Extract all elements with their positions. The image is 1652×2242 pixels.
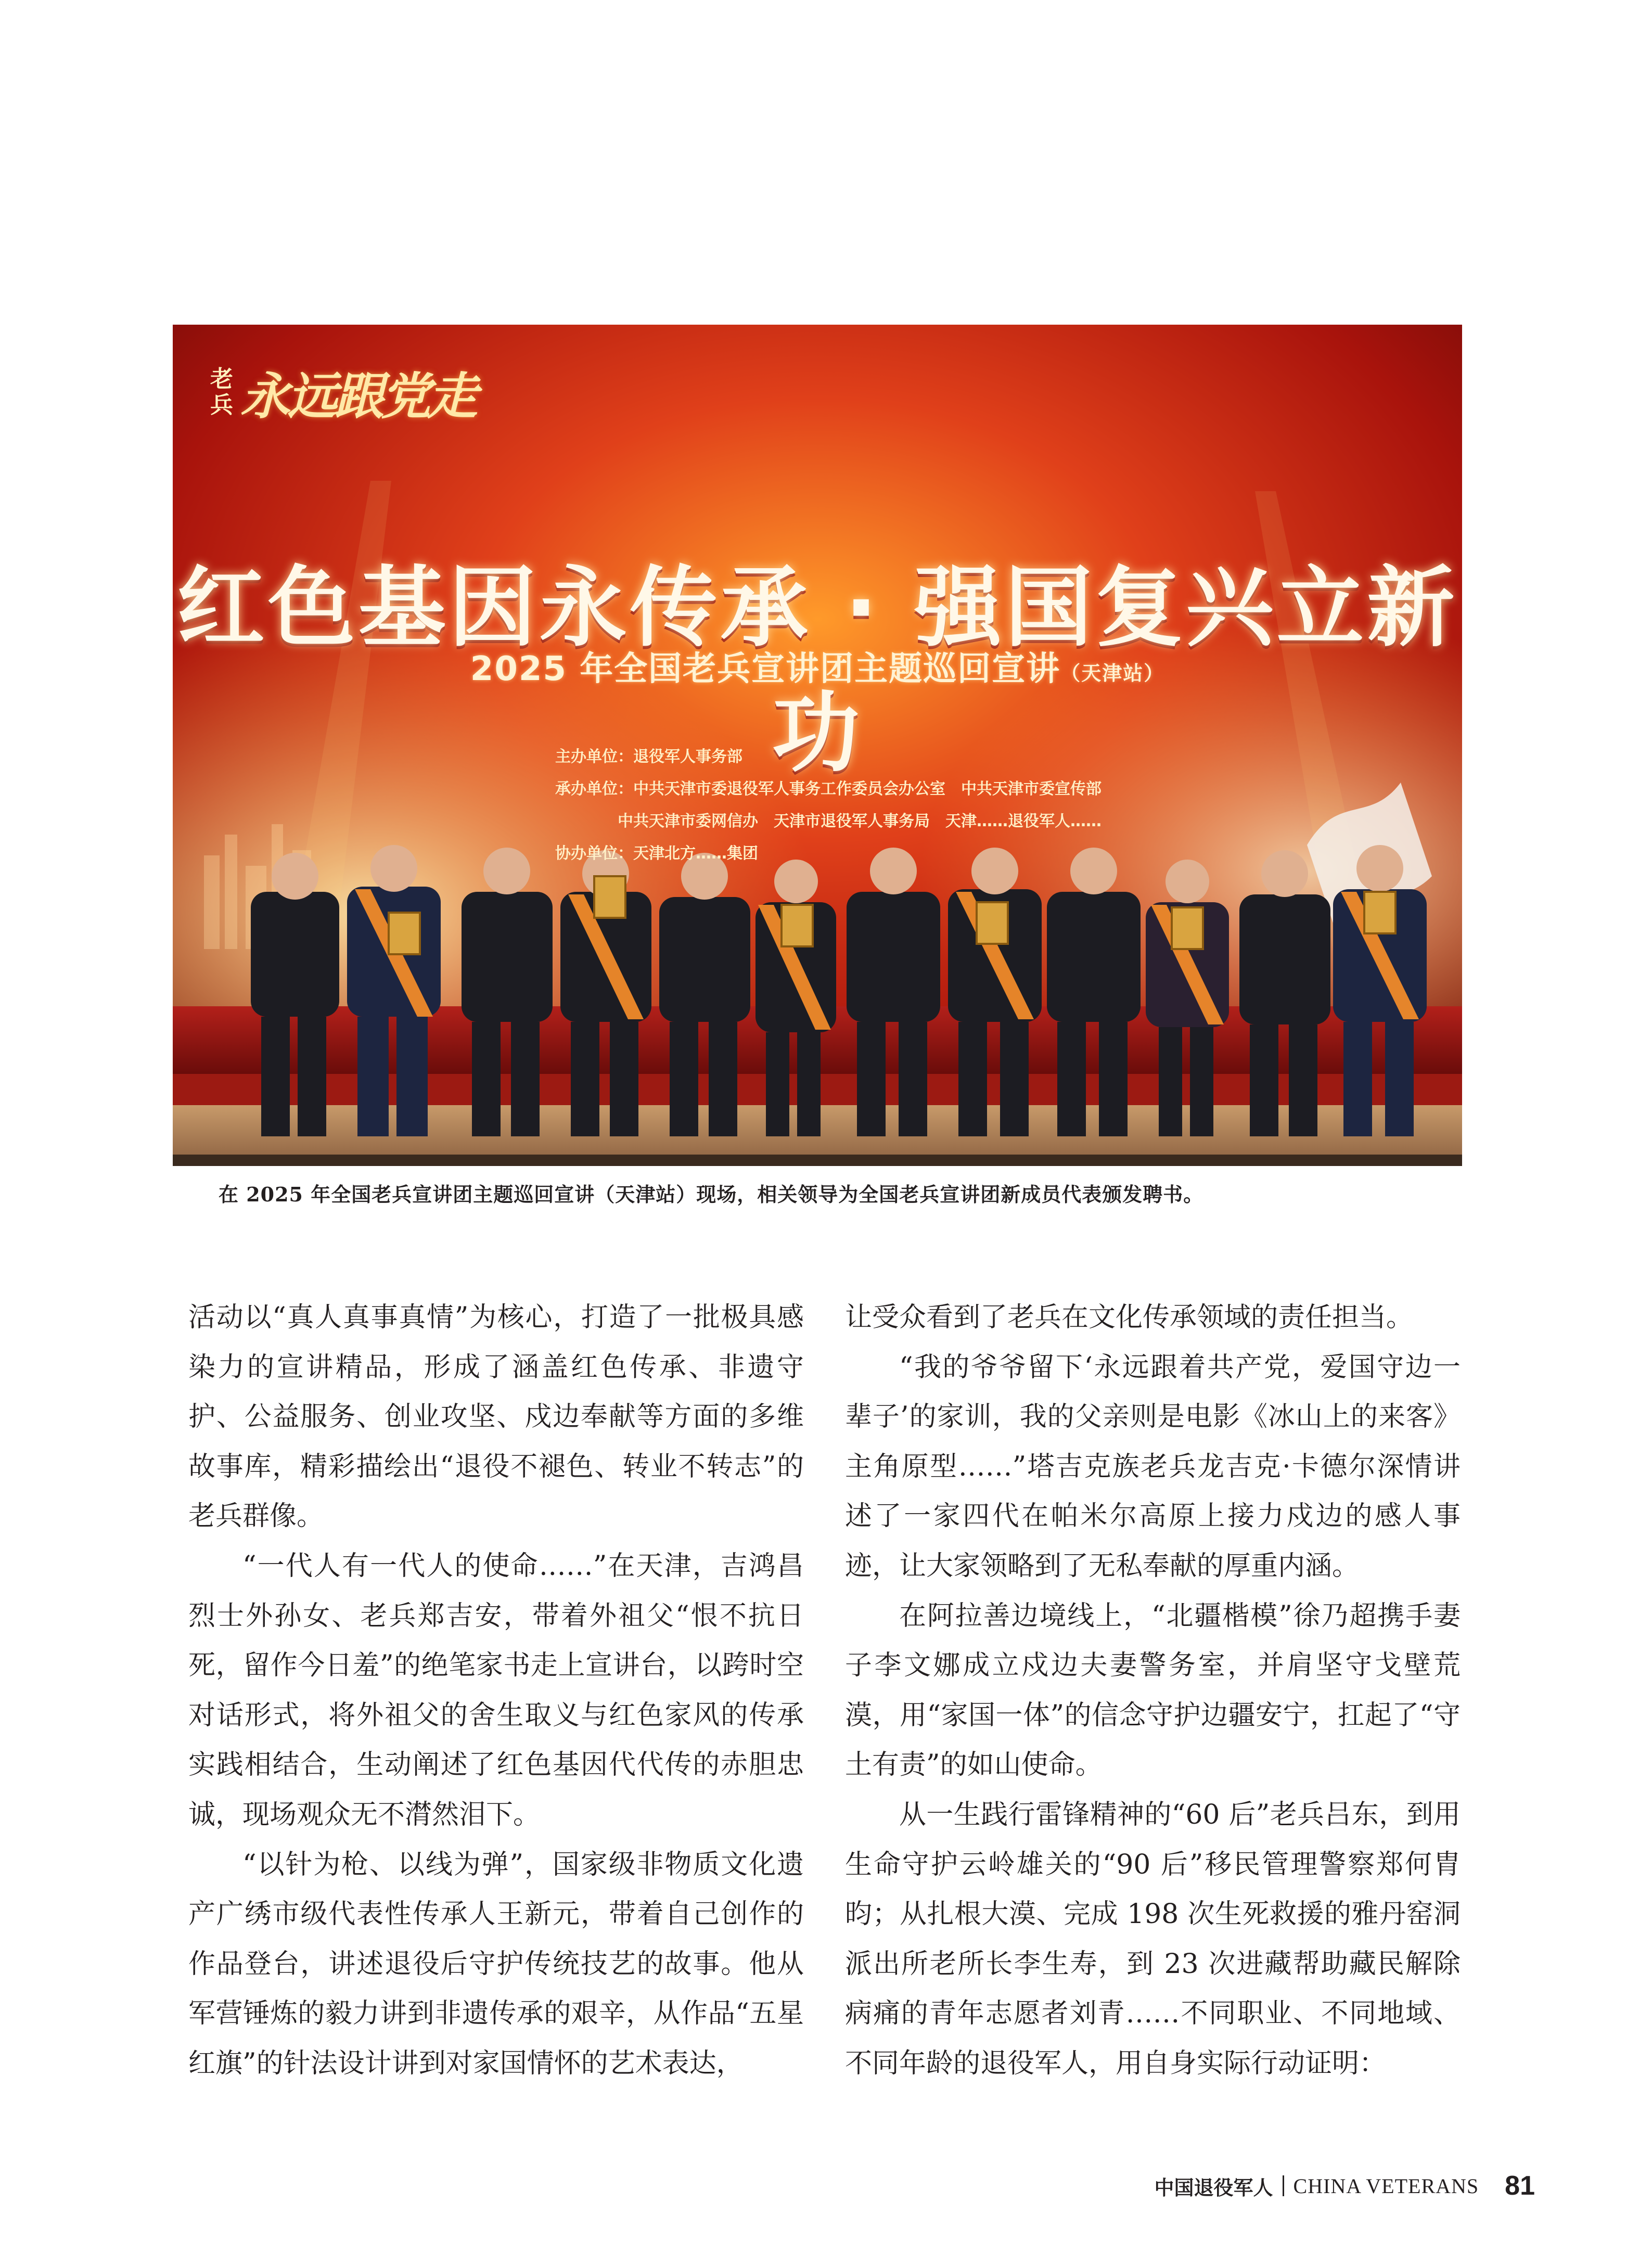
left-column <box>188 1293 804 2089</box>
event-photo <box>173 325 1462 1166</box>
organizer-line: 中共天津市委网信办 天津市退役军人事务局 天津……退役军人…… <box>618 812 1102 830</box>
footer-divider <box>1283 2175 1284 2196</box>
paragraph: “我的爷爷留下‘永远跟着共产党，爱国守边一辈子’的家训，我的父亲则是电影《冰山上的来客》主角原型……”塔吉克族老兵龙吉克·卡德尔深情讲述了一家四代在帕米尔高原上接力戍边的感人事迹，让大家领略到了无私奉献的厚重内涵。 <box>845 1351 1461 1582</box>
paragraph: “一代人有一代人的使命……”在天津，吉鸿昌烈士外孙女、老兵郑吉安，带着外祖父“恨不抗日死，留作今日羞”的绝笔家书走上宣讲台，以跨时空对话形式，将外祖父的舍生取义与红色家风的传承实践相结合，生动阐述了红色基因代代传的赤胆忠诚，现场观众无不潸然泪下。 <box>188 1550 804 1830</box>
organizer-line: 主办单位：退役军人事务部 <box>555 748 742 766</box>
logo-calligraphy: 永远跟党走 <box>240 366 475 426</box>
organizer-line: 协办单位：天津北方……集团 <box>555 844 758 863</box>
right-column <box>845 1293 1461 2089</box>
paragraph: 从一生践行雷锋精神的“60 后”老兵吕东，到用生命守护云岭雄关的“90 后”移民管理警察郑何胄昀；从扎根大漠、完成 198 次生死救援的雅丹窑洞派出所老所长李生寿，到 23 次进藏帮助藏民解除病痛的青年志愿者刘青……不同职业、不同地域、不同年龄的退役军人，用自身实际行动证明： <box>845 1799 1461 2079</box>
logo-small-text: 老 兵 <box>210 366 233 418</box>
paragraph: 活动以“真人真事真情”为核心，打造了一批极具感染力的宣讲精品，形成了涵盖红色传承、非遗守护、公益服务、创业攻坚、戍边奉献等方面的多维故事库，精彩描绘出“退役不褪色、转业不转志”的老兵群像。 <box>188 1302 804 1532</box>
paragraph: 让受众看到了老兵在文化传承领域的责任担当。 <box>845 1302 1414 1333</box>
screen-logo <box>210 361 475 424</box>
paragraph: 在阿拉善边境线上，“北疆楷模”徐乃超携手妻子李文娜成立戍边夫妻警务室，并肩坚守戈壁荒漠，用“家国一体”的信念守护边疆安宁，扛起了“守土有责”的如山使命。 <box>845 1600 1461 1781</box>
paragraph: “以针为枪、以线为弹”，国家级非物质文化遗产广绣市级代表性传承人王新元，带着自己创作的作品登台，讲述退役后守护传统技艺的故事。他从军营锤炼的毅力讲到非遗传承的艰辛，从作品“五星红旗”的针法设计讲到对家国情怀的艺术表达， <box>188 1849 804 2079</box>
page-number: 81 <box>1505 2171 1535 2201</box>
photo-caption: 在 2025 年全国老兵宣讲团主题巡回宣讲（天津站）现场，相关领导为全国老兵宣讲团新成员代表颁发聘书。 <box>219 1183 1204 1206</box>
screen-subhead: 2025 年全国老兵宣讲团主题巡回宣讲（天津站） <box>470 650 1165 688</box>
organizers-list <box>555 741 1232 870</box>
magazine-name-cn: 中国退役军人 <box>1154 2176 1273 2199</box>
screen-headline: 红色基因永传承 · 强国复兴立新功 <box>177 557 1458 784</box>
organizer-line: 承办单位：中共天津市委退役军人事务工作委员会办公室 中共天津市委宣传部 <box>555 780 1102 798</box>
page-footer <box>1093 2168 1535 2204</box>
magazine-name-en: CHINA VETERANS <box>1293 2174 1479 2198</box>
